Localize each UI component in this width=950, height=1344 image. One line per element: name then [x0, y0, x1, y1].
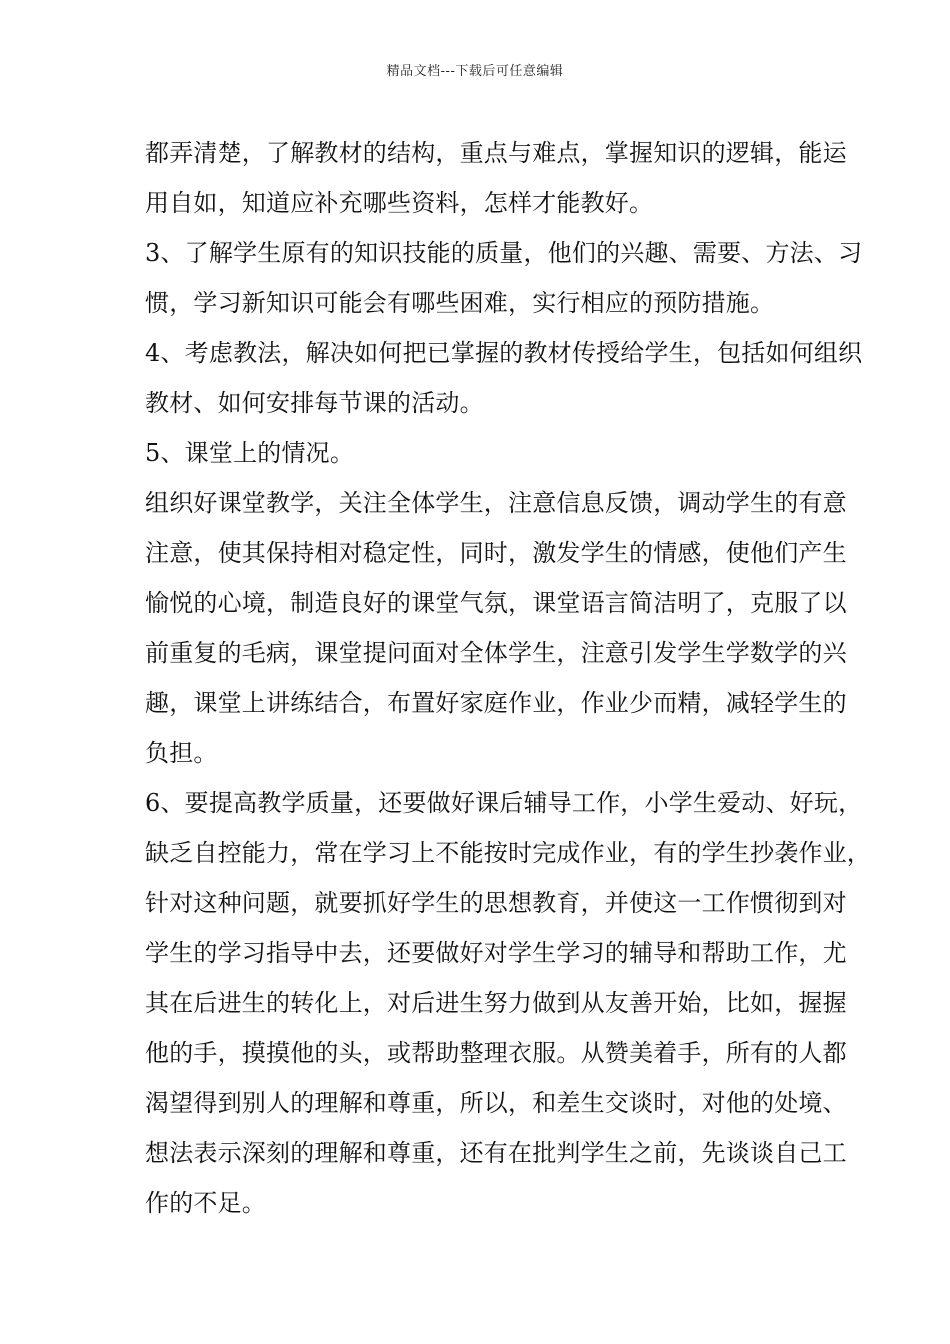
text-line: 负担。: [145, 739, 218, 767]
text-line: 想法表示深刻的理解和尊重，还有在批判学生之前，先谈谈自己工: [145, 1139, 847, 1167]
text-line: 愉悦的心境，制造良好的课堂气氛，课堂语言简洁明了，克服了以: [145, 589, 847, 617]
text-line: 教材、如何安排每节课的活动。: [145, 389, 484, 417]
text-line: 缺乏自控能力，常在学习上不能按时完成作业，有的学生抄袭作业，: [145, 839, 871, 867]
page-header: 精品文档---下载后可任意编辑: [386, 64, 564, 79]
text-line: 渴望得到别人的理解和尊重，所以，和差生交谈时，对他的处境、: [145, 1089, 847, 1117]
text-line: 其在后进生的转化上，对后进生努力做到从友善开始，比如，握握: [145, 989, 847, 1017]
text-line: 前重复的毛病，课堂提问面对全体学生，注意引发学生学数学的兴: [145, 639, 847, 667]
text-line: 5、课堂上的情况。: [145, 439, 355, 467]
text-line: 组织好课堂教学，关注全体学生，注意信息反馈，调动学生的有意: [145, 489, 847, 517]
text-line: 趣，课堂上讲练结合，布置好家庭作业，作业少而精，减轻学生的: [145, 689, 847, 717]
text-line: 6、要提高教学质量，还要做好课后辅导工作，小学生爱动、好玩，: [145, 789, 863, 817]
text-line: 针对这种问题，就要抓好学生的思想教育，并使这一工作惯彻到对: [145, 889, 847, 917]
text-line: 惯，学习新知识可能会有哪些困难，实行相应的预防措施。: [145, 289, 775, 317]
text-line: 作的不足。: [145, 1189, 266, 1217]
text-line: 用自如，知道应补充哪些资料，怎样才能教好。: [145, 189, 654, 217]
text-line: 4、考虑教法，解决如何把已掌握的教材传授给学生，包括如何组织: [145, 339, 863, 367]
text-line: 学生的学习指导中去，还要做好对学生学习的辅导和帮助工作，尤: [145, 939, 847, 967]
text-line: 注意，使其保持相对稳定性，同时，激发学生的情感，使他们产生: [145, 539, 847, 567]
text-line: 都弄清楚，了解教材的结构，重点与难点，掌握知识的逻辑，能运: [145, 139, 847, 167]
text-line: 3、了解学生原有的知识技能的质量，他们的兴趣、需要、方法、习: [145, 239, 863, 267]
text-line: 他的手，摸摸他的头，或帮助整理衣服。从赞美着手，所有的人都: [145, 1039, 847, 1067]
document-body: [145, 128, 871, 1228]
